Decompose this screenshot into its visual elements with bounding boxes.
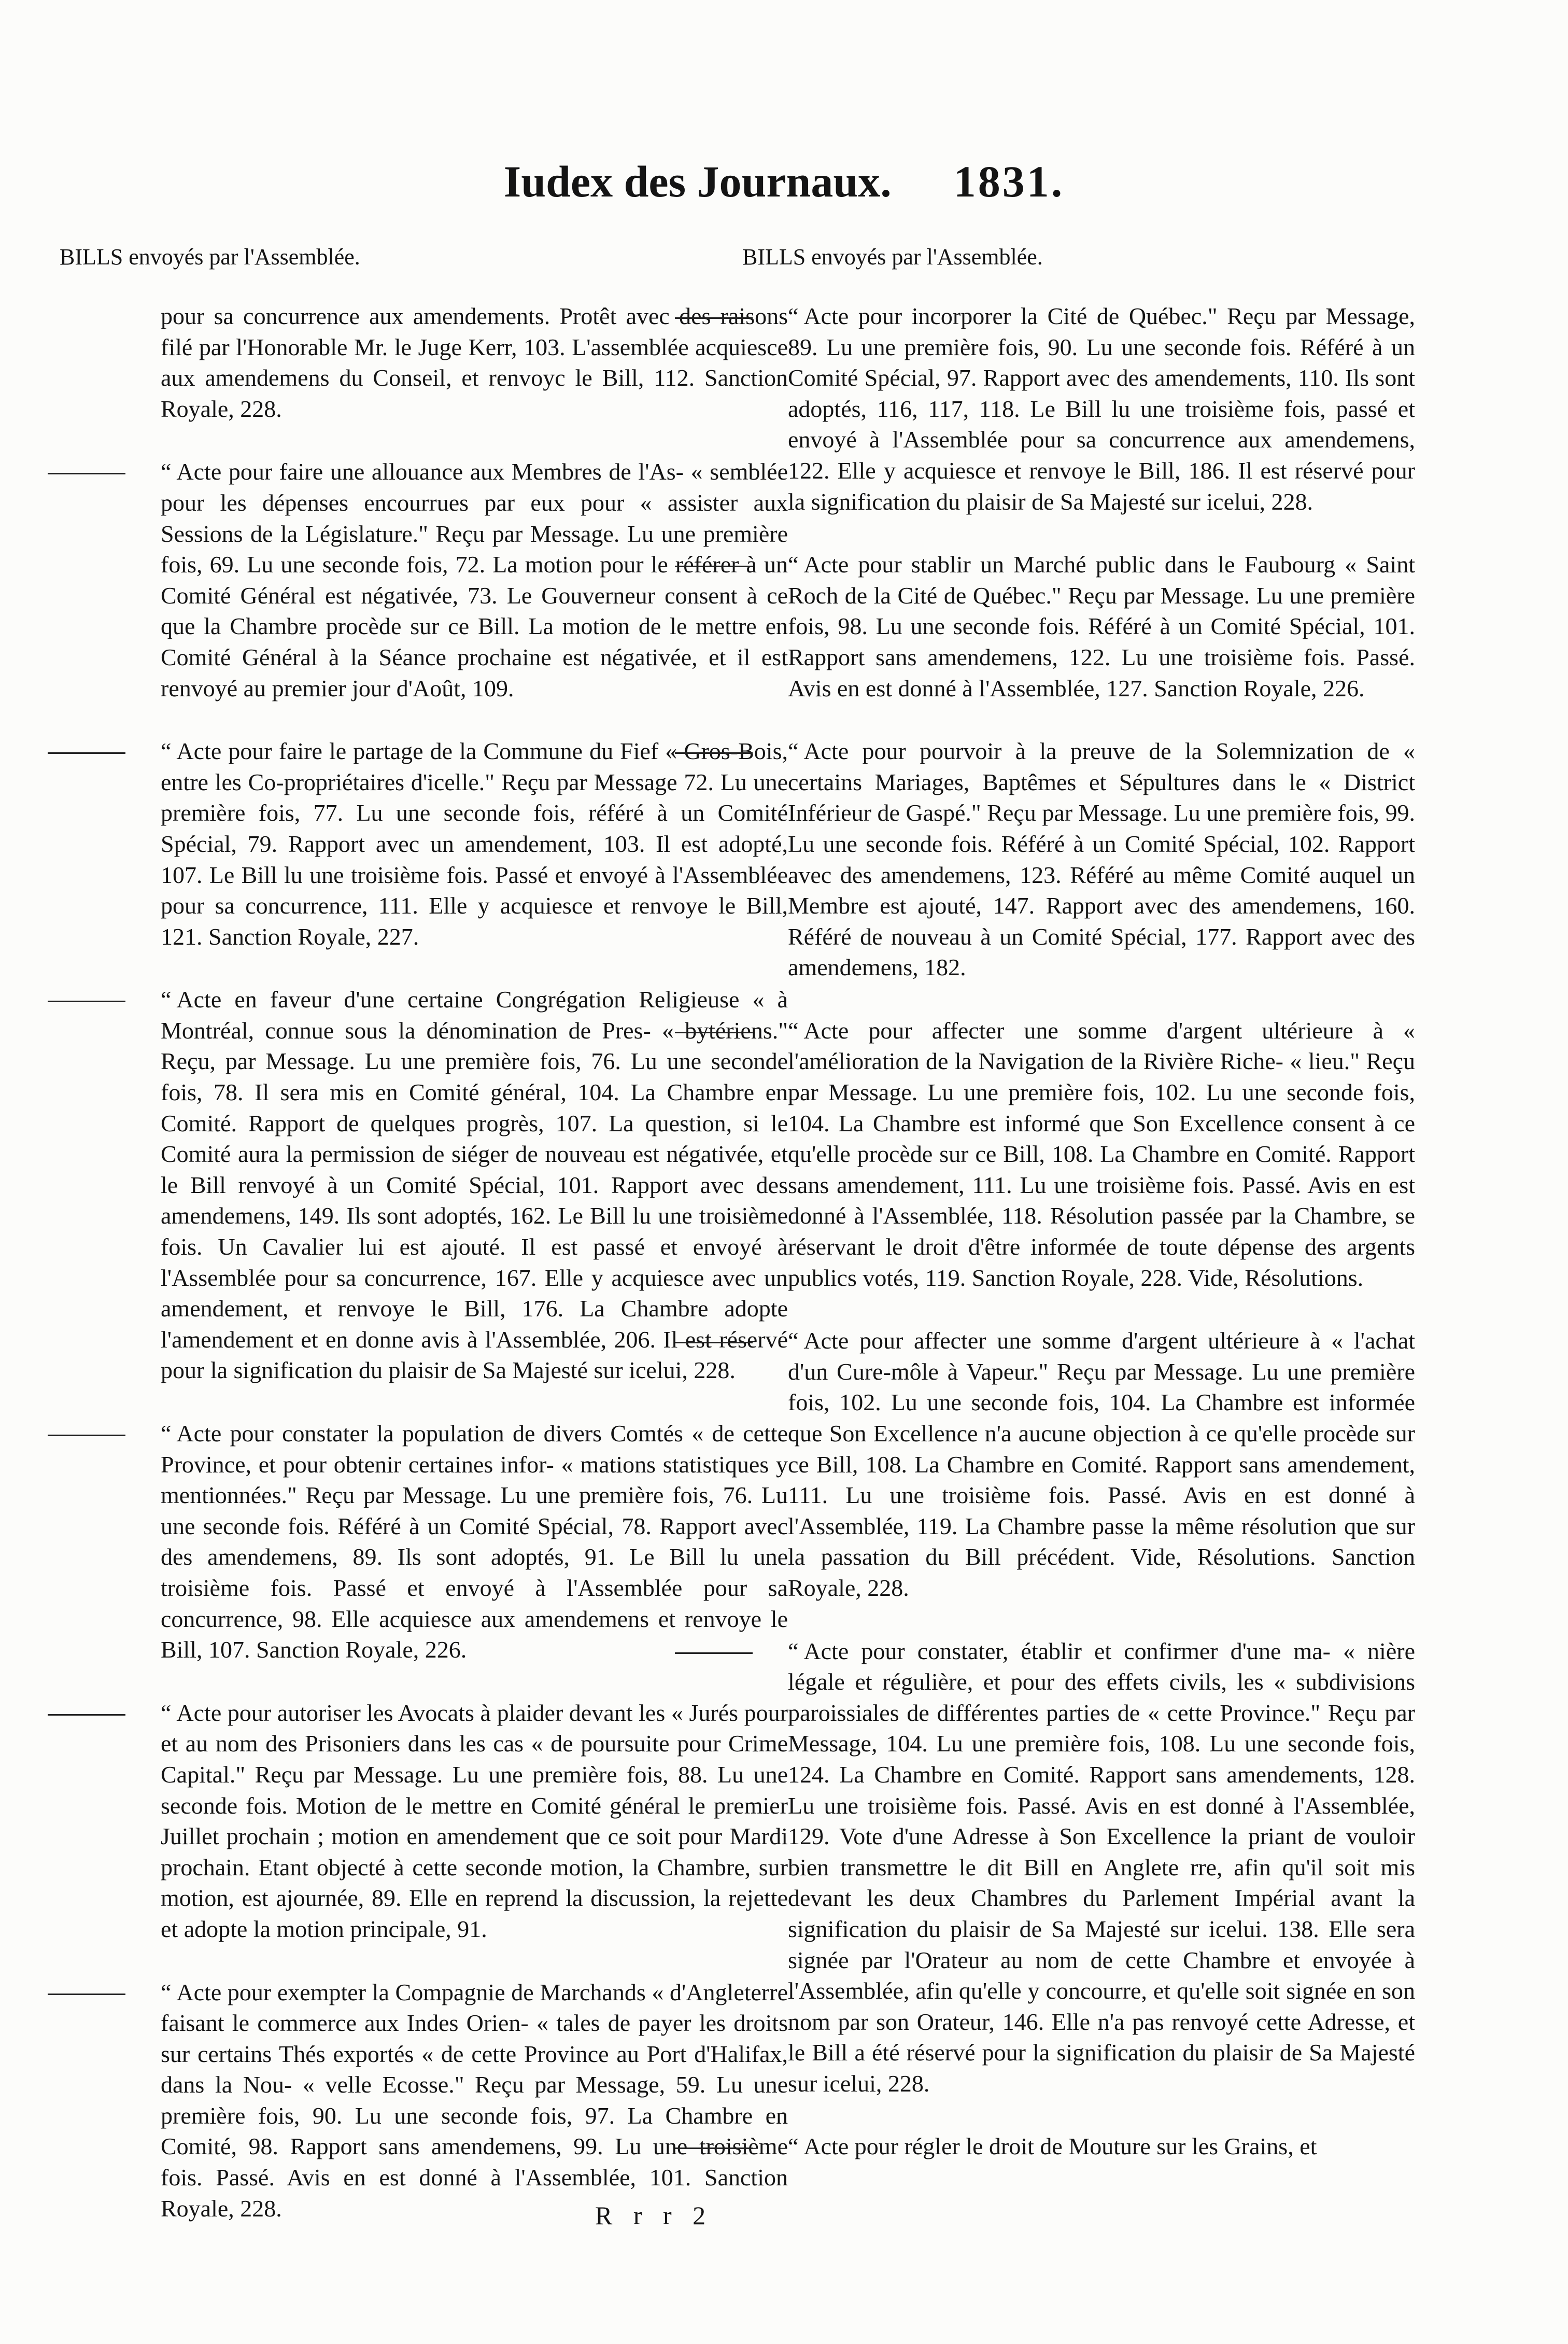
page-signature: R r r 2 [595, 2201, 713, 2230]
bill-entry-text: Acte pour faire le partage de la Commune du Fief « Gros-Bois, entre les Co-propriétaires d'icelle." Reçu par Message 72. Lu une première fois, 77. Lu une seconde fois, référé à un Comité Spécial, 79. Rapport avec un amendement, 103. Il est adopté, 107. Le Bill lu une troisième fois. Passé et envoyé à l'Assemblée pour sa concurrence, 111. Elle y acquiesce et renvoye le Bill, 121. Sanction Royale, 227. [161, 738, 788, 950]
entry-dash [675, 1652, 753, 1654]
entry-dash [48, 1994, 125, 1995]
entry-dash [675, 566, 753, 567]
bill-entry-text: pour sa concurrence aux amendements. Protêt avec des raisons filé par l'Honorable Mr. le Juge Kerr, 103. L'assemblée acquiesce aux amendemens du Conseil, et renvoyc le Bill, 112. Sanction Royale, 228. [161, 303, 788, 422]
bill-entry: “ Acte pour constater, établir et confirmer d'une ma- « nière légale et régulière, et pour des effets civils, les « subdivisions paroissiales de différentes parties de « cette Province." Reçu par Message, 104. Lu une première fois, 108. Lu une seconde fois, 124. La Chambre en Comité. Rapport sans amendements, 128. Lu une troisième fois. Passé. Avis en est donné à l'Assemblée, 129. Vote d'une Adresse à Son Excellence la priant de vouloir bien transmettre le dit Bill en Anglete rre, afin qu'il soit mis devant les deux Chambres du Parlement Impérial avant la signification du plaisir de Sa Majesté sur icelui. 138. Elle sera signée par l'Orateur au nom de cette Chambre et envoyée à l'Assemblée, afin qu'elle y concourre, et qu'elle soit signée en son nom par son Orateur, 146. Elle n'a pas renvoyé cette Adresse, et le Bill a été réservé pour la signification du plaisir de Sa Majesté sur icelui, 228. [742, 1636, 1415, 2099]
left-column [115, 301, 788, 2256]
bill-entry: “ Acte pour faire une allouance aux Membres de l'As- « semblée pour les dépenses encourrues par eux pour « assister aux Sessions de la Législature." Reçu par Message. Lu une première fois, 69. Lu une seconde fois, 72. La motion pour le référer à un Comité Général est négativée, 73. Le Gouverneur consent à ce que la Chambre procède sur ce Bill. La motion de le mettre en Comité Général à la Séance prochaine est négativée, et il est renvoyé au premier jour d'Août, 109. [115, 456, 788, 704]
bill-entry-text: Acte pour régler le droit de Mouture sur les Grains, et [803, 2133, 1317, 2160]
bill-entry: “ Acte pour incorporer la Cité de Québec." Reçu par Message, 89. Lu une première fois, 90. Lu une seconde fois. Référé à un Comité Spécial, 97. Rapport avec des amendements, 110. Ils sont adoptés, 116, 117, 118. Le Bill lu une troisième fois, passé et envoyé à l'Assemblée pour sa concurrence aux amendemens, 122. Elle y acquiesce et renvoye le Bill, 186. Il est réservé pour la signification du plaisir de Sa Majesté sur icelui, 228. [742, 301, 1415, 517]
entry-dash [675, 317, 753, 319]
entry-dash [675, 1032, 753, 1033]
bill-entry-text: Acte pour exempter la Compagnie de Marchands « d'Angleterre faisant le commerce aux Indes Orien- « tales de payer les droits sur certains Thés exportés « de cette Province au Port d'Halifax, dans la Nou- « velle Ecosse." Reçu par Message, 59. Lu une première fois, 90. Lu une seconde fois, 97. La Chambre en Comité, 98. Rapport sans amendemens, 99. Lu une troisième fois. Passé. Avis en est donné à l'Assemblée, 101. Sanction Royale, 228. [161, 1978, 788, 2222]
bill-entry: “ Acte pour autoriser les Avocats à plaider devant les « Jurés pour et au nom des Prisoniers dans les cas « de poursuite pour Crime Capital." Reçu par Message. Lu une première fois, 88. Lu une seconde fois. Motion de le mettre en Comité général le premier Juillet prochain ; motion en amendement que ce soit pour Mardi prochain. Etant objecté à cette seconde motion, la Chambre, sur motion, est ajournée, 89. Elle en reprend la discussion, la rejette et adopte la motion principale, 91. [115, 1697, 788, 1945]
entry-dash [48, 1714, 125, 1716]
entry-dash [675, 2148, 753, 2149]
entry-dash [48, 473, 125, 474]
bill-entry: “ Acte pour constater la population de divers Comtés « de cette Province, et pour obtenir certaines infor- « mations statistiques y mentionnées." Reçu par Message. Lu une première fois, 76. Lu une seconde fois. Référé à un Comité Spécial, 78. Rapport avec des amendemens, 89. Ils sont adoptés, 91. Le Bill lu une troisième fois. Passé et envoyé à l'Assemblée pour sa concurrence, 98. Elle acquiesce aux amendemens et renvoye le Bill, 107. Sanction Royale, 226. [115, 1418, 788, 1665]
bill-entry: “ Acte pour régler le droit de Mouture sur les Grains, et [742, 2131, 1415, 2162]
bill-entry: “ Acte pour stablir un Marché public dans le Faubourg « Saint Roch de la Cité de Québec." Reçu par Message. Lu une première fois, 98. Lu une seconde fois. Référé à un Comité Spécial, 101. Rapport sans amendemens, 122. Lu une troisième fois. Passé. Avis en est donné à l'Assemblée, 127. Sanction Royale, 226. [742, 549, 1415, 704]
bill-entry: “ Acte pour exempter la Compagnie de Marchands « d'Angleterre faisant le commerce aux Indes Orien- « tales de payer les droits sur certains Thés exportés « de cette Province au Port d'Halifax, dans la Nou- « velle Ecosse." Reçu par Message, 59. Lu une première fois, 90. Lu une seconde fois, 97. La Chambre en Comité, 98. Rapport sans amendemens, 99. Lu une troisième fois. Passé. Avis en est donné à l'Assemblée, 101. Sanction Royale, 228. [115, 1977, 788, 2224]
entry-dash [48, 1435, 125, 1436]
bill-entry: “ Acte pour faire le partage de la Commune du Fief « Gros-Bois, entre les Co-propriétaires d'icelle." Reçu par Message 72. Lu une première fois, 77. Lu une seconde fois, référé à un Comité Spécial, 79. Rapport avec un amendement, 103. Il est adopté, 107. Le Bill lu une troisième fois. Passé et envoyé à l'Assemblée pour sa concurrence, 111. Elle y acquiesce et renvoye le Bill, 121. Sanction Royale, 227. [115, 736, 788, 952]
page-title: Iudex des Journaux. [503, 157, 892, 206]
bill-entry-text: Acte pour autoriser les Avocats à plaider devant les « Jurés pour et au nom des Prisoniers dans les cas « de poursuite pour Crime Capital." Reçu par Message. Lu une première fois, 88. Lu une seconde fois. Motion de le mettre en Comité général le premier Juillet prochain ; motion en amendement que ce soit pour Mardi prochain. Etant objecté à cette seconde motion, la Chambre, sur motion, est ajournée, 89. Elle en reprend la discussion, la rejette et adopte la motion principale, 91. [161, 1699, 788, 1942]
bill-entry: “ Acte pour pourvoir à la preuve de la Solemnization de « certains Mariages, Baptêmes et Sépultures dans le « District Inférieur de Gaspé." Reçu par Message. Lu une première fois, 99. Lu une seconde fois. Référé à un Comité Spécial, 102. Rapport avec des amendemens, 123. Référé au même Comité auquel un Membre est ajouté, 147. Rapport avec des amendemens, 160. Référé de nouveau à un Comité Spécial, 177. Rapport avec des amendemens, 182. [742, 736, 1415, 983]
bill-entry-text: Acte pour affecter une somme d'argent ultérieure à « l'amélioration de la Navigation de la Rivière Riche- « lieu." Reçu par Message. Lu une première fois, 102. Lu une seconde fois, 104. La Chambre est informé que Son Excellence consent à ce qu'elle procède sur ce Bill, 108. La Chambre en Comité. Rapport sans amendement, 111. Lu une troisième fois. Passé. Avis en est donné à l'Assemblée, 118. Résolution passée par la Chambre, se réservant le droit d'être informée de toute dépense des argents publics votés, 119. Sanction Royale, 228. Vide, Résolutions. [788, 1017, 1415, 1291]
bill-entry [115, 301, 788, 424]
bill-entry-text: Acte pour pourvoir à la preuve de la Solemnization de « certains Mariages, Baptêmes et Sépultures dans le « District Inférieur de Gaspé." Reçu par Message. Lu une première fois, 99. Lu une seconde fois. Référé à un Comité Spécial, 102. Rapport avec des amendemens, 123. Référé au même Comité auquel un Membre est ajouté, 147. Rapport avec des amendemens, 160. Référé de nouveau à un Comité Spécial, 177. Rapport avec des amendemens, 182. [788, 738, 1415, 981]
right-column-heading: BILLS envoyés par l'Assemblée. [742, 244, 1043, 270]
entry-dash [48, 1001, 125, 1002]
bill-entry-text: Acte pour stablir un Marché public dans le Faubourg « Saint Roch de la Cité de Québec." Reçu par Message. Lu une première fois, 98. Lu une seconde fois. Référé à un Comité Spécial, 101. Rapport sans amendemens, 122. Lu une troisième fois. Passé. Avis en est donné à l'Assemblée, 127. Sanction Royale, 226. [788, 551, 1415, 701]
bill-entry: “ Acte en faveur d'une certaine Congrégation Religieuse « à Montréal, connue sous la dénomination de Pres- « bytériens." Reçu, par Message. Lu une première fois, 76. Lu une seconde fois, 78. Il sera mis en Comité général, 104. La Chambre en Comité. Rapport de quelques progrès, 107. La question, si le Comité aura la permission de siéger de nouveau est négativée, et le Bill renvoyé à un Comité Spécial, 101. Rapport avec des amendemens, 149. Ils sont adoptés, 162. Le Bill lu une troisième fois. Un Cavalier lui est ajouté. Il est passé et envoyé à l'Assemblée pour sa concurrence, 167. Elle y acquiesce avec un amendement, et renvoye le Bill, 176. La Chambre adopte l'amendement et en donne avis à l'Assemblée, 206. Il est réservé pour la signification du plaisir de Sa Majesté sur icelui, 228. [115, 984, 788, 1386]
bill-entry: “ Acte pour affecter une somme d'argent ultérieure à « l'amélioration de la Navigation de la Rivière Riche- « lieu." Reçu par Message. Lu une première fois, 102. Lu une seconde fois, 104. La Chambre est informé que Son Excellence consent à ce qu'elle procède sur ce Bill, 108. La Chambre en Comité. Rapport sans amendement, 111. Lu une troisième fois. Passé. Avis en est donné à l'Assemblée, 118. Résolution passée par la Chambre, se réservant le droit d'être informée de toute dépense des argents publics votés, 119. Sanction Royale, 228. Vide, Résolutions. [742, 1015, 1415, 1293]
entry-dash [48, 752, 125, 754]
right-column [742, 301, 1415, 2194]
entry-dash [675, 752, 753, 754]
page-year: 1831. [953, 157, 1065, 206]
bill-entry-text: Acte en faveur d'une certaine Congrégation Religieuse « à Montréal, connue sous la dénomination de Pres- « bytériens." Reçu, par Message. Lu une première fois, 76. Lu une seconde fois, 78. Il sera mis en Comité général, 104. La Chambre en Comité. Rapport de quelques progrès, 107. La question, si le Comité aura la permission de siéger de nouveau est négativée, et le Bill renvoyé à un Comité Spécial, 101. Rapport avec des amendemens, 149. Ils sont adoptés, 162. Le Bill lu une troisième fois. Un Cavalier lui est ajouté. Il est passé et envoyé à l'Assemblée pour sa concurrence, 167. Elle y acquiesce avec un amendement, et renvoye le Bill, 176. La Chambre adopte l'amendement et en donne avis à l'Assemblée, 206. Il est réservé pour la signification du plaisir de Sa Majesté sur icelui, 228. [161, 986, 788, 1384]
entry-dash [675, 1342, 753, 1343]
page-header [0, 153, 1568, 210]
bill-entry-text: Acte pour faire une allouance aux Membres de l'As- « semblée pour les dépenses encourrues par eux pour « assister aux Sessions de la Législature." Reçu par Message. Lu une première fois, 69. Lu une seconde fois, 72. La motion pour le référer à un Comité Général est négativée, 73. Le Gouverneur consent à ce que la Chambre procède sur ce Bill. La motion de le mettre en Comité Général à la Séance prochaine est négativée, et il est renvoyé au premier jour d'Août, 109. [161, 458, 788, 701]
bill-entry-text: Acte pour incorporer la Cité de Québec." Reçu par Message, 89. Lu une première fois, 90. Lu une seconde fois. Référé à un Comité Spécial, 97. Rapport avec des amendements, 110. Ils sont adoptés, 116, 117, 118. Le Bill lu une troisième fois, passé et envoyé à l'Assemblée pour sa concurrence aux amendemens, 122. Elle y acquiesce et renvoye le Bill, 186. Il est réservé pour la signification du plaisir de Sa Majesté sur icelui, 228. [788, 303, 1415, 515]
bill-entry-text: Acte pour affecter une somme d'argent ultérieure à « l'achat d'un Cure-môle à Vapeur." Reçu par Message. Lu une première fois, 102. Lu une seconde fois, 104. La Chambre est informée que Son Excellence n'a aucune objection à ce qu'elle procède sur ce Bill, 108. La Chambre en Comité. Rapport sans amendement, 111. Lu une troisième fois. Passé. Avis en est donné à l'Assemblée, 119. La Chambre passe la même résolution que sur la passation du Bill précédent. Vide, Résolutions. Sanction Royale, 228. [788, 1327, 1415, 1601]
bill-entry-text: Acte pour constater, établir et confirmer d'une ma- « nière légale et régulière, et pour des effets civils, les « subdivisions paroissiales de différentes parties de « cette Province." Reçu par Message, 104. Lu une première fois, 108. Lu une seconde fois, 124. La Chambre en Comité. Rapport sans amendements, 128. Lu une troisième fois. Passé. Avis en est donné à l'Assemblée, 129. Vote d'une Adresse à Son Excellence la priant de vouloir bien transmettre le dit Bill en Anglete rre, afin qu'il soit mis devant les deux Chambres du Parlement Impérial avant la signification du plaisir de Sa Majesté sur icelui. 138. Elle sera signée par l'Orateur au nom de cette Chambre et envoyée à l'Assemblée, afin qu'elle y concourre, et qu'elle soit signée en son nom par son Orateur, 146. Elle n'a pas renvoyé cette Adresse, et le Bill a été réservé pour la signification du plaisir de Sa Majesté sur icelui, 228. [788, 1637, 1415, 2097]
left-column-heading: BILLS envoyés par l'Assemblée. [60, 244, 360, 270]
bill-entry-text: Acte pour constater la population de divers Comtés « de cette Province, et pour obtenir certaines infor- « mations statistiques y mentionnées." Reçu par Message. Lu une première fois, 76. Lu une seconde fois. Référé à un Comité Spécial, 78. Rapport avec des amendemens, 89. Ils sont adoptés, 91. Le Bill lu une troisième fois. Passé et envoyé à l'Assemblée pour sa concurrence, 98. Elle acquiesce aux amendemens et renvoye le Bill, 107. Sanction Royale, 226. [161, 1420, 788, 1663]
bill-entry: “ Acte pour affecter une somme d'argent ultérieure à « l'achat d'un Cure-môle à Vapeur." Reçu par Message. Lu une première fois, 102. Lu une seconde fois, 104. La Chambre est informée que Son Excellence n'a aucune objection à ce qu'elle procède sur ce Bill, 108. La Chambre en Comité. Rapport sans amendement, 111. Lu une troisième fois. Passé. Avis en est donné à l'Assemblée, 119. La Chambre passe la même résolution que sur la passation du Bill précédent. Vide, Résolutions. Sanction Royale, 228. [742, 1325, 1415, 1603]
